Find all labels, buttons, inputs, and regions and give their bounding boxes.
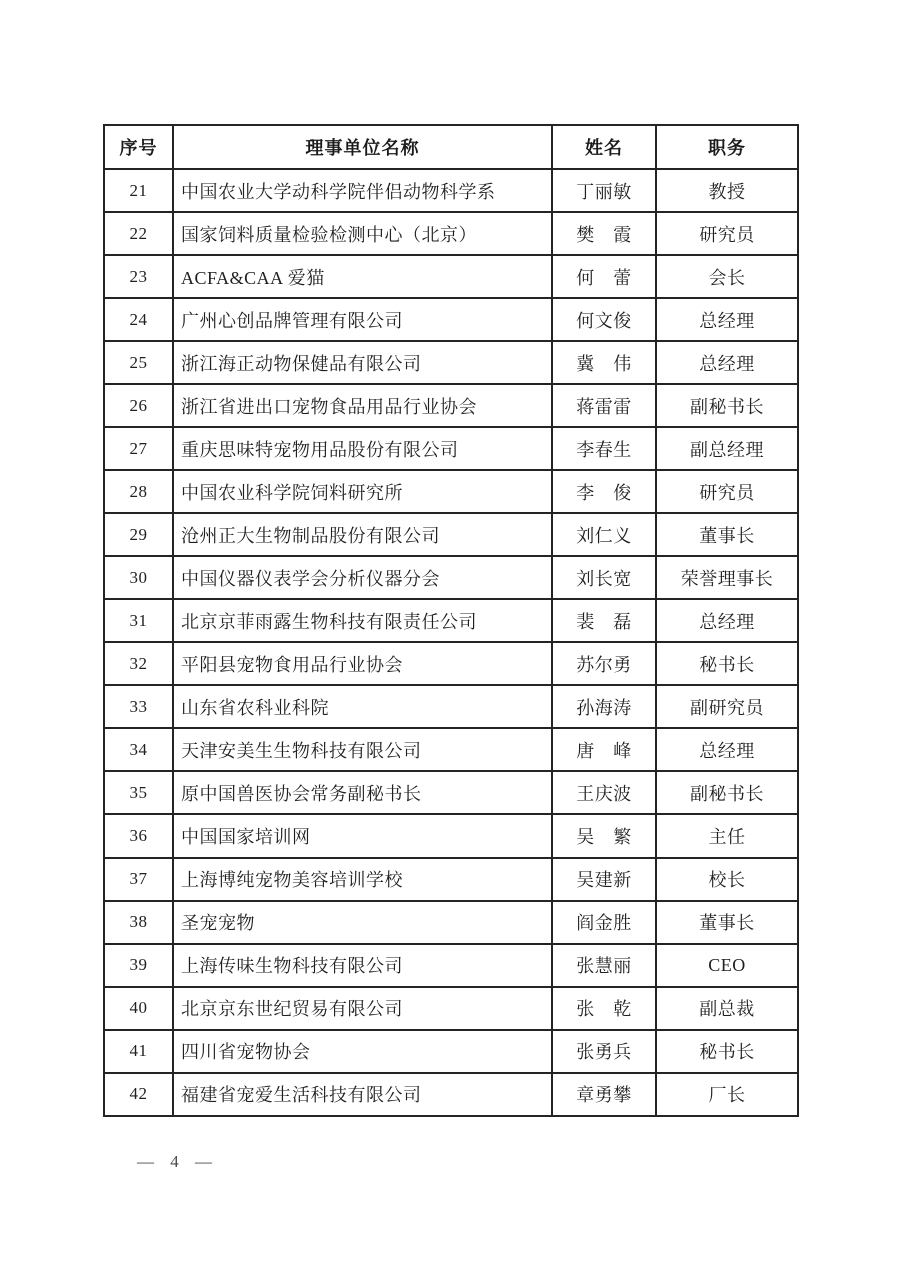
serial-number-cell: 40 xyxy=(104,987,173,1030)
unit-name-cell: 上海博纯宠物美容培训学校 xyxy=(173,858,552,901)
title-cell: 副秘书长 xyxy=(656,384,798,427)
serial-number-cell: 22 xyxy=(104,212,173,255)
person-name-cell: 张慧丽 xyxy=(552,944,656,987)
title-cell: 董事长 xyxy=(656,901,798,944)
title-cell: 研究员 xyxy=(656,470,798,513)
title-cell: 总经理 xyxy=(656,728,798,771)
title-cell: 秘书长 xyxy=(656,642,798,685)
person-name-cell: 章勇攀 xyxy=(552,1073,656,1116)
serial-number-cell: 39 xyxy=(104,944,173,987)
person-name-cell: 刘长宽 xyxy=(552,556,656,599)
person-name-cell: 刘仁义 xyxy=(552,513,656,556)
person-name-cell: 李 俊 xyxy=(552,470,656,513)
title-cell: 总经理 xyxy=(656,599,798,642)
table-row xyxy=(104,599,798,642)
title-cell: 总经理 xyxy=(656,298,798,341)
serial-number-cell: 27 xyxy=(104,427,173,470)
table-row xyxy=(104,814,798,857)
unit-name-cell: 国家饲料质量检验检测中心（北京） xyxy=(173,212,552,255)
title-cell: 教授 xyxy=(656,169,798,212)
unit-name-cell: 中国国家培训网 xyxy=(173,814,552,857)
unit-name-cell: 天津安美生生物科技有限公司 xyxy=(173,728,552,771)
table-row xyxy=(104,427,798,470)
table-row xyxy=(104,384,798,427)
title-cell: 副总裁 xyxy=(656,987,798,1030)
title-cell: 董事长 xyxy=(656,513,798,556)
unit-name-cell: 山东省农科业科院 xyxy=(173,685,552,728)
unit-name-cell: 中国农业大学动科学院伴侣动物科学系 xyxy=(173,169,552,212)
table-header-row xyxy=(104,125,798,169)
unit-name-cell: 北京京菲雨露生物科技有限责任公司 xyxy=(173,599,552,642)
title-cell: 秘书长 xyxy=(656,1030,798,1073)
serial-number-cell: 28 xyxy=(104,470,173,513)
person-name-cell: 王庆波 xyxy=(552,771,656,814)
title-cell: 副秘书长 xyxy=(656,771,798,814)
title-cell: 会长 xyxy=(656,255,798,298)
unit-name-cell: 浙江海正动物保健品有限公司 xyxy=(173,341,552,384)
table-row xyxy=(104,771,798,814)
unit-name-cell: 原中国兽医协会常务副秘书长 xyxy=(173,771,552,814)
person-name-cell: 孙海涛 xyxy=(552,685,656,728)
table-row xyxy=(104,169,798,212)
person-name-cell: 吴 繁 xyxy=(552,814,656,857)
page-number: — 4 — xyxy=(137,1152,213,1171)
title-cell: 校长 xyxy=(656,858,798,901)
person-name-cell: 苏尔勇 xyxy=(552,642,656,685)
title-cell: 主任 xyxy=(656,814,798,857)
unit-name-cell: 平阳县宠物食用品行业协会 xyxy=(173,642,552,685)
person-name-cell: 张勇兵 xyxy=(552,1030,656,1073)
person-name-cell: 李春生 xyxy=(552,427,656,470)
serial-number-cell: 37 xyxy=(104,858,173,901)
unit-name-cell: 福建省宠爱生活科技有限公司 xyxy=(173,1073,552,1116)
header-serial-number: 序号 xyxy=(104,125,173,169)
table-row xyxy=(104,1030,798,1073)
header-person-name: 姓名 xyxy=(552,125,656,169)
serial-number-cell: 31 xyxy=(104,599,173,642)
serial-number-cell: 24 xyxy=(104,298,173,341)
table-row xyxy=(104,1073,798,1116)
person-name-cell: 樊 霞 xyxy=(552,212,656,255)
serial-number-cell: 26 xyxy=(104,384,173,427)
serial-number-cell: 32 xyxy=(104,642,173,685)
table-body xyxy=(104,169,798,1116)
person-name-cell: 阎金胜 xyxy=(552,901,656,944)
person-name-cell: 何文俊 xyxy=(552,298,656,341)
table-row xyxy=(104,944,798,987)
serial-number-cell: 41 xyxy=(104,1030,173,1073)
serial-number-cell: 23 xyxy=(104,255,173,298)
table-row xyxy=(104,513,798,556)
serial-number-cell: 42 xyxy=(104,1073,173,1116)
table-row xyxy=(104,255,798,298)
serial-number-cell: 35 xyxy=(104,771,173,814)
table-row xyxy=(104,858,798,901)
unit-name-cell: 浙江省进出口宠物食品用品行业协会 xyxy=(173,384,552,427)
title-cell: CEO xyxy=(656,944,798,987)
unit-name-cell: 沧州正大生物制品股份有限公司 xyxy=(173,513,552,556)
table-row xyxy=(104,556,798,599)
table-row xyxy=(104,901,798,944)
title-cell: 副研究员 xyxy=(656,685,798,728)
person-name-cell: 丁丽敏 xyxy=(552,169,656,212)
unit-name-cell: 中国农业科学院饲料研究所 xyxy=(173,470,552,513)
header-title: 职务 xyxy=(656,125,798,169)
table-row xyxy=(104,987,798,1030)
unit-name-cell: 重庆思味特宠物用品股份有限公司 xyxy=(173,427,552,470)
person-name-cell: 冀 伟 xyxy=(552,341,656,384)
serial-number-cell: 34 xyxy=(104,728,173,771)
title-cell: 荣誉理事长 xyxy=(656,556,798,599)
table-row xyxy=(104,685,798,728)
unit-name-cell: 中国仪器仪表学会分析仪器分会 xyxy=(173,556,552,599)
person-name-cell: 唐 峰 xyxy=(552,728,656,771)
unit-name-cell: 圣宠宠物 xyxy=(173,901,552,944)
unit-name-cell: 上海传味生物科技有限公司 xyxy=(173,944,552,987)
person-name-cell: 蒋雷雷 xyxy=(552,384,656,427)
title-cell: 总经理 xyxy=(656,341,798,384)
serial-number-cell: 38 xyxy=(104,901,173,944)
unit-name-cell: 四川省宠物协会 xyxy=(173,1030,552,1073)
council-members-table xyxy=(103,124,799,1117)
serial-number-cell: 25 xyxy=(104,341,173,384)
person-name-cell: 张 乾 xyxy=(552,987,656,1030)
person-name-cell: 吴建新 xyxy=(552,858,656,901)
title-cell: 副总经理 xyxy=(656,427,798,470)
title-cell: 厂长 xyxy=(656,1073,798,1116)
header-unit-name: 理事单位名称 xyxy=(173,125,552,169)
serial-number-cell: 30 xyxy=(104,556,173,599)
table-row xyxy=(104,642,798,685)
table-row xyxy=(104,728,798,771)
person-name-cell: 何 蕾 xyxy=(552,255,656,298)
person-name-cell: 裴 磊 xyxy=(552,599,656,642)
unit-name-cell: 北京京东世纪贸易有限公司 xyxy=(173,987,552,1030)
title-cell: 研究员 xyxy=(656,212,798,255)
serial-number-cell: 29 xyxy=(104,513,173,556)
serial-number-cell: 21 xyxy=(104,169,173,212)
table-row xyxy=(104,470,798,513)
serial-number-cell: 36 xyxy=(104,814,173,857)
table-row xyxy=(104,212,798,255)
unit-name-cell: ACFA&CAA 爱猫 xyxy=(173,255,552,298)
unit-name-cell: 广州心创品牌管理有限公司 xyxy=(173,298,552,341)
serial-number-cell: 33 xyxy=(104,685,173,728)
table-row xyxy=(104,298,798,341)
table-row xyxy=(104,341,798,384)
